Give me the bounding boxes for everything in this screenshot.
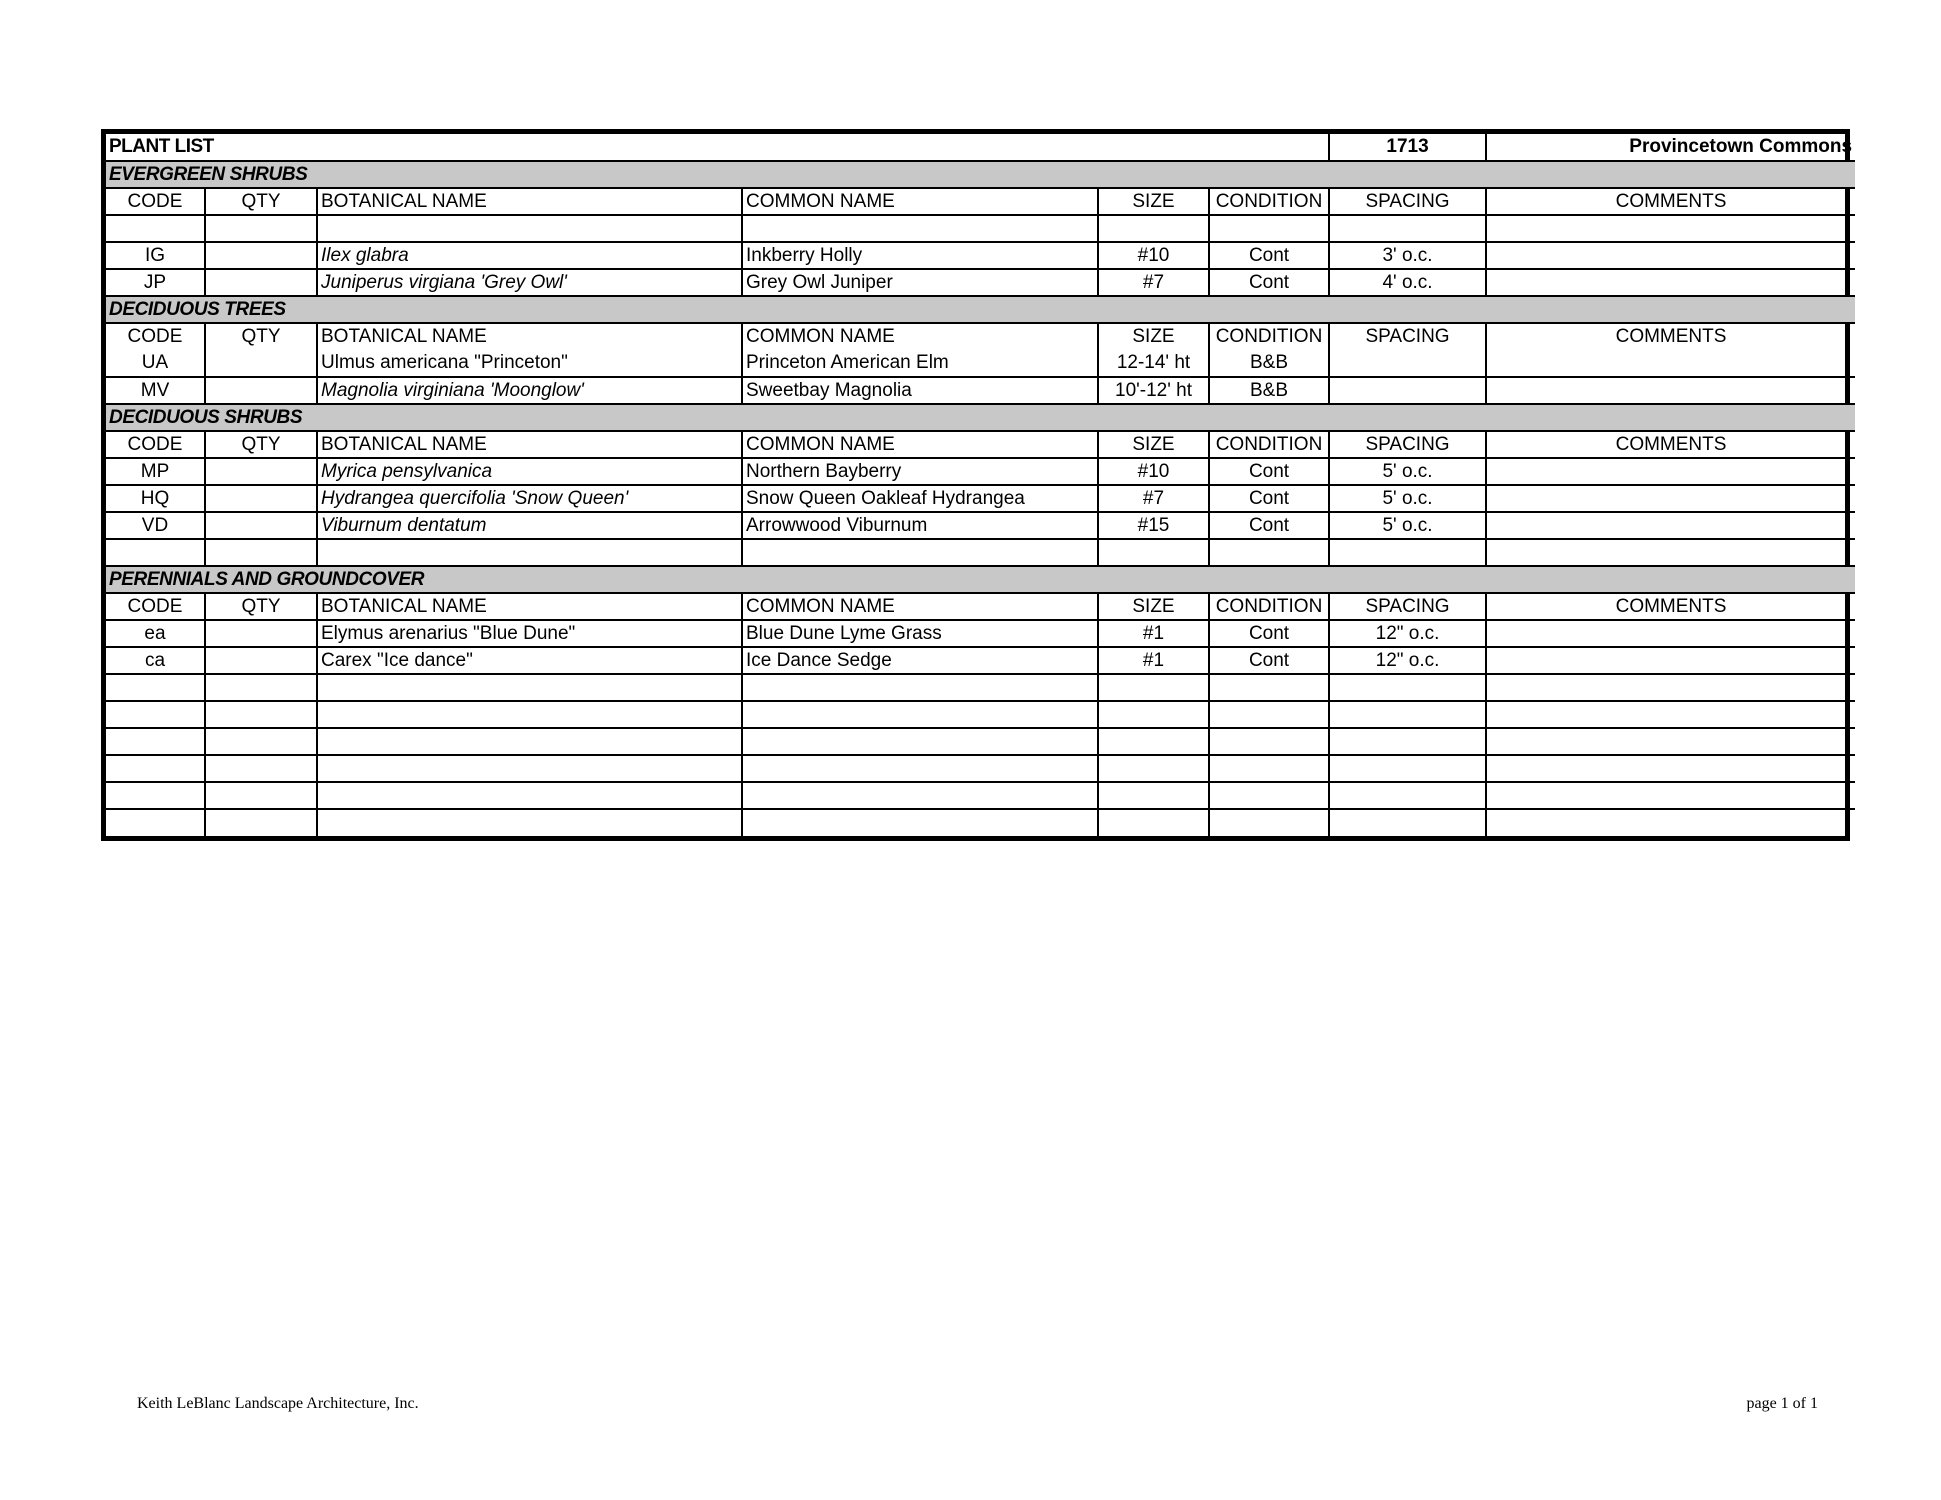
cell-code: IG bbox=[106, 242, 205, 269]
empty-row bbox=[106, 782, 1855, 809]
empty-cell bbox=[1209, 539, 1329, 566]
column-header-spacing: SPACING bbox=[1329, 188, 1486, 215]
column-header-botanical-name: BOTANICAL NAME bbox=[317, 593, 742, 620]
table-row bbox=[106, 485, 1855, 512]
cell-condition: Cont bbox=[1209, 620, 1329, 647]
cell-botanical-name: Magnolia virginiana 'Moonglow' bbox=[317, 377, 742, 404]
empty-cell bbox=[1486, 728, 1855, 755]
cell-size: 10'-12' ht bbox=[1098, 377, 1209, 404]
table-row bbox=[106, 620, 1855, 647]
empty-cell bbox=[1486, 755, 1855, 782]
empty-row bbox=[106, 539, 1855, 566]
empty-cell bbox=[205, 809, 317, 836]
empty-row bbox=[106, 674, 1855, 701]
cell-qty bbox=[205, 269, 317, 296]
empty-cell bbox=[1098, 755, 1209, 782]
cell-condition: B&B bbox=[1209, 350, 1329, 377]
cell-comments bbox=[1486, 269, 1855, 296]
cell-spacing bbox=[1329, 377, 1486, 404]
project-name: Provincetown Commons bbox=[1486, 134, 1855, 161]
section-title: EVERGREEN SHRUBS bbox=[106, 161, 1855, 188]
empty-cell bbox=[106, 728, 205, 755]
column-header-row bbox=[106, 593, 1855, 620]
empty-cell bbox=[1098, 728, 1209, 755]
empty-cell bbox=[317, 728, 742, 755]
column-header-row bbox=[106, 323, 1855, 350]
column-header-condition: CONDITION bbox=[1209, 323, 1329, 350]
cell-size: #7 bbox=[1098, 485, 1209, 512]
column-header-code: CODE bbox=[106, 188, 205, 215]
column-header-spacing: SPACING bbox=[1329, 593, 1486, 620]
empty-cell bbox=[1329, 701, 1486, 728]
cell-botanical-name bbox=[317, 215, 742, 242]
cell-qty bbox=[205, 620, 317, 647]
section-header-deciduous-shrubs bbox=[106, 404, 1855, 431]
empty-cell bbox=[106, 809, 205, 836]
cell-common-name: Grey Owl Juniper bbox=[742, 269, 1098, 296]
footer-company: Keith LeBlanc Landscape Architecture, Inc. bbox=[137, 1395, 419, 1412]
cell-comments bbox=[1486, 215, 1855, 242]
column-header-botanical-name: BOTANICAL NAME bbox=[317, 188, 742, 215]
cell-condition: Cont bbox=[1209, 458, 1329, 485]
empty-cell bbox=[1486, 782, 1855, 809]
section-header-deciduous-trees bbox=[106, 296, 1855, 323]
cell-common-name: Northern Bayberry bbox=[742, 458, 1098, 485]
cell-condition: Cont bbox=[1209, 647, 1329, 674]
table-row bbox=[106, 215, 1855, 242]
empty-row bbox=[106, 755, 1855, 782]
column-header-code: CODE bbox=[106, 323, 205, 350]
cell-common-name: Sweetbay Magnolia bbox=[742, 377, 1098, 404]
cell-code: ea bbox=[106, 620, 205, 647]
empty-cell bbox=[205, 674, 317, 701]
cell-botanical-name: Ulmus americana "Princeton" bbox=[317, 350, 742, 377]
column-header-qty: QTY bbox=[205, 188, 317, 215]
column-header-comments: COMMENTS bbox=[1486, 188, 1855, 215]
cell-condition: Cont bbox=[1209, 269, 1329, 296]
cell-size: #1 bbox=[1098, 620, 1209, 647]
cell-qty bbox=[205, 458, 317, 485]
empty-cell bbox=[317, 674, 742, 701]
table-row bbox=[106, 350, 1855, 377]
cell-code: UA bbox=[106, 350, 205, 377]
cell-qty bbox=[205, 242, 317, 269]
cell-qty bbox=[205, 485, 317, 512]
empty-cell bbox=[205, 782, 317, 809]
empty-cell bbox=[1329, 728, 1486, 755]
empty-cell bbox=[1209, 701, 1329, 728]
empty-cell bbox=[742, 755, 1098, 782]
empty-cell bbox=[106, 539, 205, 566]
empty-cell bbox=[1098, 674, 1209, 701]
column-header-code: CODE bbox=[106, 593, 205, 620]
empty-cell bbox=[1486, 674, 1855, 701]
empty-cell bbox=[106, 782, 205, 809]
cell-comments bbox=[1486, 512, 1855, 539]
plant-list-sheet bbox=[101, 129, 1853, 841]
column-header-comments: COMMENTS bbox=[1486, 323, 1855, 350]
empty-cell bbox=[1098, 701, 1209, 728]
empty-cell bbox=[317, 755, 742, 782]
empty-cell bbox=[205, 755, 317, 782]
cell-size: 12-14' ht bbox=[1098, 350, 1209, 377]
cell-size bbox=[1098, 215, 1209, 242]
cell-spacing: 5' o.c. bbox=[1329, 485, 1486, 512]
cell-qty bbox=[205, 377, 317, 404]
table-row bbox=[106, 512, 1855, 539]
cell-common-name: Princeton American Elm bbox=[742, 350, 1098, 377]
table-row bbox=[106, 458, 1855, 485]
column-header-comments: COMMENTS bbox=[1486, 593, 1855, 620]
empty-cell bbox=[1486, 701, 1855, 728]
cell-botanical-name: Elymus arenarius "Blue Dune" bbox=[317, 620, 742, 647]
cell-common-name: Arrowwood Viburnum bbox=[742, 512, 1098, 539]
empty-cell bbox=[317, 701, 742, 728]
empty-row bbox=[106, 728, 1855, 755]
cell-condition: Cont bbox=[1209, 512, 1329, 539]
cell-common-name: Blue Dune Lyme Grass bbox=[742, 620, 1098, 647]
section-title: PERENNIALS AND GROUNDCOVER bbox=[106, 566, 1855, 593]
cell-botanical-name: Myrica pensylvanica bbox=[317, 458, 742, 485]
cell-code bbox=[106, 215, 205, 242]
column-header-botanical-name: BOTANICAL NAME bbox=[317, 323, 742, 350]
empty-cell bbox=[317, 782, 742, 809]
column-header-common-name: COMMON NAME bbox=[742, 188, 1098, 215]
empty-cell bbox=[1098, 539, 1209, 566]
cell-comments bbox=[1486, 620, 1855, 647]
cell-spacing: 4' o.c. bbox=[1329, 269, 1486, 296]
empty-cell bbox=[1209, 674, 1329, 701]
cell-comments bbox=[1486, 377, 1855, 404]
cell-size: #15 bbox=[1098, 512, 1209, 539]
section-header-perennials-groundcover bbox=[106, 566, 1855, 593]
cell-spacing: 5' o.c. bbox=[1329, 458, 1486, 485]
cell-size: #1 bbox=[1098, 647, 1209, 674]
section-title: DECIDUOUS SHRUBS bbox=[106, 404, 1855, 431]
empty-cell bbox=[1486, 539, 1855, 566]
empty-cell bbox=[106, 674, 205, 701]
cell-code: VD bbox=[106, 512, 205, 539]
empty-cell bbox=[742, 539, 1098, 566]
column-header-qty: QTY bbox=[205, 323, 317, 350]
column-header-qty: QTY bbox=[205, 431, 317, 458]
column-header-row bbox=[106, 188, 1855, 215]
empty-cell bbox=[742, 674, 1098, 701]
empty-row bbox=[106, 701, 1855, 728]
cell-spacing bbox=[1329, 215, 1486, 242]
cell-botanical-name: Juniperus virgiana 'Grey Owl' bbox=[317, 269, 742, 296]
cell-size: #7 bbox=[1098, 269, 1209, 296]
empty-cell bbox=[742, 782, 1098, 809]
cell-code: HQ bbox=[106, 485, 205, 512]
column-header-condition: CONDITION bbox=[1209, 431, 1329, 458]
table-row bbox=[106, 269, 1855, 296]
cell-spacing: 5' o.c. bbox=[1329, 512, 1486, 539]
empty-cell bbox=[106, 701, 205, 728]
cell-botanical-name: Viburnum dentatum bbox=[317, 512, 742, 539]
empty-cell bbox=[205, 539, 317, 566]
cell-botanical-name: Carex "Ice dance" bbox=[317, 647, 742, 674]
column-header-common-name: COMMON NAME bbox=[742, 593, 1098, 620]
cell-qty bbox=[205, 647, 317, 674]
empty-cell bbox=[1486, 809, 1855, 836]
empty-cell bbox=[742, 809, 1098, 836]
plant-list-table bbox=[106, 134, 1855, 836]
cell-comments bbox=[1486, 647, 1855, 674]
empty-cell bbox=[1209, 809, 1329, 836]
empty-cell bbox=[1098, 782, 1209, 809]
empty-cell bbox=[205, 728, 317, 755]
table-row bbox=[106, 647, 1855, 674]
cell-spacing: 12" o.c. bbox=[1329, 647, 1486, 674]
column-header-size: SIZE bbox=[1098, 188, 1209, 215]
empty-cell bbox=[1329, 782, 1486, 809]
cell-comments bbox=[1486, 485, 1855, 512]
cell-code: MV bbox=[106, 377, 205, 404]
empty-cell bbox=[317, 539, 742, 566]
empty-cell bbox=[1209, 728, 1329, 755]
column-header-size: SIZE bbox=[1098, 323, 1209, 350]
cell-comments bbox=[1486, 350, 1855, 377]
empty-cell bbox=[205, 701, 317, 728]
column-header-qty: QTY bbox=[205, 593, 317, 620]
empty-cell bbox=[1329, 539, 1486, 566]
cell-spacing: 12" o.c. bbox=[1329, 620, 1486, 647]
column-header-spacing: SPACING bbox=[1329, 323, 1486, 350]
cell-condition: B&B bbox=[1209, 377, 1329, 404]
cell-common-name: Snow Queen Oakleaf Hydrangea bbox=[742, 485, 1098, 512]
empty-cell bbox=[317, 809, 742, 836]
empty-cell bbox=[106, 755, 205, 782]
cell-code: MP bbox=[106, 458, 205, 485]
cell-qty bbox=[205, 215, 317, 242]
empty-cell bbox=[1209, 782, 1329, 809]
cell-qty bbox=[205, 512, 317, 539]
footer-page-number: page 1 of 1 bbox=[1746, 1395, 1818, 1412]
cell-spacing: 3' o.c. bbox=[1329, 242, 1486, 269]
cell-condition bbox=[1209, 215, 1329, 242]
table-row bbox=[106, 242, 1855, 269]
cell-botanical-name: Ilex glabra bbox=[317, 242, 742, 269]
empty-cell bbox=[1098, 809, 1209, 836]
empty-cell bbox=[1329, 809, 1486, 836]
section-title: DECIDUOUS TREES bbox=[106, 296, 1855, 323]
cell-botanical-name: Hydrangea quercifolia 'Snow Queen' bbox=[317, 485, 742, 512]
empty-row bbox=[106, 809, 1855, 836]
cell-common-name: Inkberry Holly bbox=[742, 242, 1098, 269]
cell-condition: Cont bbox=[1209, 485, 1329, 512]
column-header-condition: CONDITION bbox=[1209, 188, 1329, 215]
page-title: PLANT LIST bbox=[106, 134, 1329, 161]
empty-cell bbox=[1209, 755, 1329, 782]
column-header-spacing: SPACING bbox=[1329, 431, 1486, 458]
project-number: 1713 bbox=[1329, 134, 1486, 161]
cell-code: JP bbox=[106, 269, 205, 296]
cell-code: ca bbox=[106, 647, 205, 674]
column-header-comments: COMMENTS bbox=[1486, 431, 1855, 458]
cell-size: #10 bbox=[1098, 458, 1209, 485]
cell-size: #10 bbox=[1098, 242, 1209, 269]
column-header-size: SIZE bbox=[1098, 593, 1209, 620]
cell-comments bbox=[1486, 242, 1855, 269]
column-header-row bbox=[106, 431, 1855, 458]
cell-condition: Cont bbox=[1209, 242, 1329, 269]
column-header-condition: CONDITION bbox=[1209, 593, 1329, 620]
cell-comments bbox=[1486, 458, 1855, 485]
title-row bbox=[106, 134, 1855, 161]
column-header-common-name: COMMON NAME bbox=[742, 323, 1098, 350]
cell-common-name bbox=[742, 215, 1098, 242]
empty-cell bbox=[1329, 755, 1486, 782]
empty-cell bbox=[1329, 674, 1486, 701]
empty-cell bbox=[742, 701, 1098, 728]
cell-qty bbox=[205, 350, 317, 377]
empty-cell bbox=[742, 728, 1098, 755]
column-header-common-name: COMMON NAME bbox=[742, 431, 1098, 458]
column-header-size: SIZE bbox=[1098, 431, 1209, 458]
column-header-code: CODE bbox=[106, 431, 205, 458]
cell-common-name: Ice Dance Sedge bbox=[742, 647, 1098, 674]
cell-spacing bbox=[1329, 350, 1486, 377]
column-header-botanical-name: BOTANICAL NAME bbox=[317, 431, 742, 458]
table-row bbox=[106, 377, 1855, 404]
section-header-evergreen-shrubs bbox=[106, 161, 1855, 188]
